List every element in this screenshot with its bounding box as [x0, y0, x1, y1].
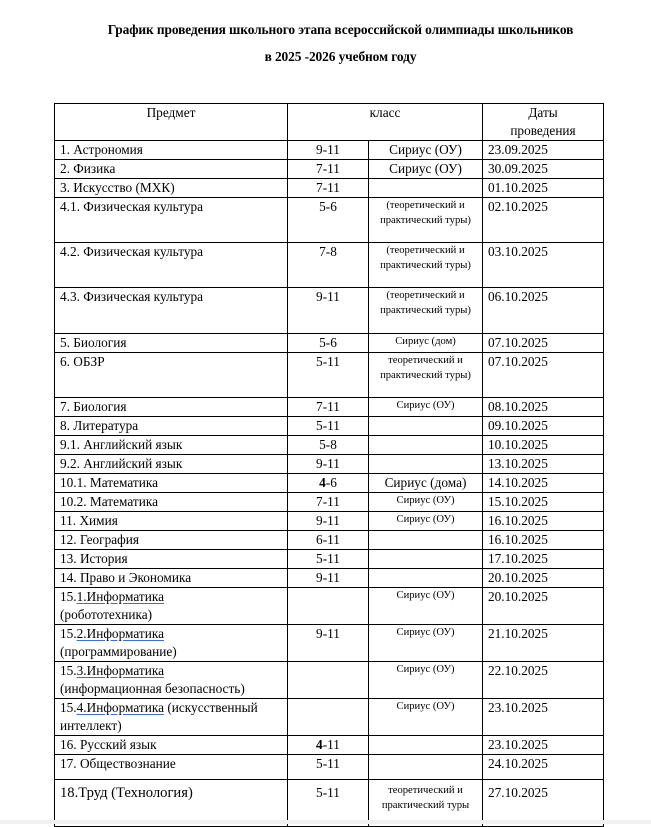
informatics-link[interactable]: 4.Информатика — [76, 700, 164, 715]
subject-cell: 4.3. Физическая культура — [55, 288, 288, 334]
date-cell: 23.10.2025 — [483, 699, 604, 736]
format-cell — [369, 455, 483, 474]
format-cell: Сириус (ОУ) — [369, 160, 483, 179]
subject-cell: 12. География — [55, 531, 288, 550]
date-cell: 08.10.2025 — [483, 398, 604, 417]
grade-cell — [288, 699, 369, 736]
format-cell: теоретический и практический туры) — [369, 353, 483, 398]
date-cell: 16.10.2025 — [483, 531, 604, 550]
table-row — [55, 531, 604, 550]
document-title: График проведения школьного этапа всероссийской олимпиады школьников — [107, 22, 574, 37]
table-row — [55, 436, 604, 455]
page-bottom-edge — [0, 820, 651, 824]
date-cell: 14.10.2025 — [483, 474, 604, 493]
date-cell: 09.10.2025 — [483, 417, 604, 436]
subject-cell: 11. Химия — [55, 512, 288, 531]
grade-cell: 5-8 — [288, 436, 369, 455]
subject-cell: 17. Обществознание — [55, 755, 288, 780]
format-cell: Сириус (ОУ) — [369, 493, 483, 512]
date-cell: 20.10.2025 — [483, 588, 604, 625]
format-cell: (теоретический и практический туры) — [369, 288, 483, 334]
subject-cell: 18.Труд (Технология) — [55, 780, 288, 827]
grade-cell: 9-11 — [288, 455, 369, 474]
informatics-link[interactable]: 2.Информатика — [76, 626, 164, 641]
subject-cell: 2. Физика — [55, 160, 288, 179]
format-cell — [369, 755, 483, 780]
table-row — [55, 755, 604, 780]
format-cell: Сириус (ОУ) — [369, 662, 483, 699]
subject-cell: 3. Искусство (МХК) — [55, 179, 288, 198]
header-grade: класс — [288, 104, 483, 141]
grade-cell: 7-8 — [288, 243, 369, 288]
subject-cell: 15.4.Информатика (искусственный интеллект) — [55, 699, 288, 736]
table-row — [55, 550, 604, 569]
table-row — [55, 588, 604, 625]
format-cell: Сириус (ОУ) — [369, 141, 483, 160]
date-cell: 27.10.2025 — [483, 780, 604, 827]
subject-cell: 15.2.Информатика (программирование) — [55, 625, 288, 662]
subject-cell: 10.1. Математика — [55, 474, 288, 493]
subject-cell: 8. Литература — [55, 417, 288, 436]
subject-cell: 4.1. Физическая культура — [55, 198, 288, 243]
grade-cell: 6-11 — [288, 531, 369, 550]
date-cell: 30.09.2025 — [483, 160, 604, 179]
subject-cell: 5. Биология — [55, 334, 288, 353]
grade-cell: 9-11 — [288, 512, 369, 531]
date-cell: 07.10.2025 — [483, 353, 604, 398]
date-cell: 02.10.2025 — [483, 198, 604, 243]
subject-cell: 6. ОБЗР — [55, 353, 288, 398]
grade-cell: 5-6 — [288, 198, 369, 243]
date-cell: 23.10.2025 — [483, 736, 604, 755]
document-subtitle: в 2025 -2026 учебном году — [264, 49, 417, 64]
subject-cell: 16. Русский язык — [55, 736, 288, 755]
subject-cell: 14. Право и Экономика — [55, 569, 288, 588]
date-cell: 21.10.2025 — [483, 625, 604, 662]
table-row — [55, 160, 604, 179]
format-cell: теоретический и практический туры — [369, 780, 483, 827]
date-cell: 07.10.2025 — [483, 334, 604, 353]
subject-cell: 4.2. Физическая культура — [55, 243, 288, 288]
format-cell: Сириус (дома) — [369, 474, 483, 493]
format-cell: (теоретический и практический туры) — [369, 243, 483, 288]
format-cell: Сириус (ОУ) — [369, 588, 483, 625]
date-cell: 03.10.2025 — [483, 243, 604, 288]
grade-cell — [288, 588, 369, 625]
grade-cell: 5-11 — [288, 417, 369, 436]
date-cell: 06.10.2025 — [483, 288, 604, 334]
table-row — [55, 455, 604, 474]
subject-cell: 9.1. Английский язык — [55, 436, 288, 455]
grade-cell: 5-11 — [288, 780, 369, 827]
table-row — [55, 569, 604, 588]
grade-cell: 5-11 — [288, 353, 369, 398]
grade-cell: 5-6 — [288, 334, 369, 353]
grade-cell: 7-11 — [288, 398, 369, 417]
grade-cell: 9-11 — [288, 569, 369, 588]
table-row — [55, 198, 604, 243]
format-cell: Сириус (ОУ) — [369, 512, 483, 531]
date-cell: 13.10.2025 — [483, 455, 604, 474]
format-cell: (теоретический и практический туры) — [369, 198, 483, 243]
olympiad-schedule-table — [54, 103, 604, 827]
date-cell: 17.10.2025 — [483, 550, 604, 569]
subject-cell: 13. История — [55, 550, 288, 569]
grade-cell: 4-11 — [288, 736, 369, 755]
subject-cell: 9.2. Английский язык — [55, 455, 288, 474]
format-cell: Сириус (ОУ) — [369, 398, 483, 417]
format-cell — [369, 417, 483, 436]
table-row — [55, 474, 604, 493]
table-row — [55, 512, 604, 531]
date-cell: 10.10.2025 — [483, 436, 604, 455]
subject-cell: 1. Астрономия — [55, 141, 288, 160]
grade-cell: 5-11 — [288, 755, 369, 780]
grade-cell: 4-6 — [288, 474, 369, 493]
format-cell — [369, 569, 483, 588]
table-row — [55, 662, 604, 699]
subject-cell: 15.1.Информатика (робототехника) — [55, 588, 288, 625]
grade-cell: 7-11 — [288, 160, 369, 179]
date-cell: 23.09.2025 — [483, 141, 604, 160]
format-cell — [369, 550, 483, 569]
informatics-link[interactable]: 3.Информатика — [76, 663, 164, 678]
date-cell: 24.10.2025 — [483, 755, 604, 780]
format-cell — [369, 531, 483, 550]
subject-cell: 15.3.Информатика (информационная безопасность) — [55, 662, 288, 699]
grade-cell: 9-11 — [288, 141, 369, 160]
table-row — [55, 699, 604, 736]
informatics-link[interactable]: 1.Информатика — [76, 589, 164, 604]
grade-cell: 7-11 — [288, 493, 369, 512]
date-cell: 01.10.2025 — [483, 179, 604, 198]
format-cell — [369, 436, 483, 455]
date-cell: 16.10.2025 — [483, 512, 604, 531]
table-row — [55, 288, 604, 334]
header-subject: Предмет — [55, 104, 288, 141]
grade-cell: 7-11 — [288, 179, 369, 198]
header-dates: Даты проведения — [483, 104, 604, 141]
grade-cell: 9-11 — [288, 625, 369, 662]
grade-cell — [288, 662, 369, 699]
table-header-row — [55, 104, 604, 141]
table-row — [55, 243, 604, 288]
subject-cell: 7. Биология — [55, 398, 288, 417]
table-row — [55, 398, 604, 417]
format-cell: Сириус (ОУ) — [369, 625, 483, 662]
date-cell: 15.10.2025 — [483, 493, 604, 512]
format-cell: Сириус (дом) — [369, 334, 483, 353]
table-row — [55, 493, 604, 512]
table-row — [55, 353, 604, 398]
table-row — [55, 179, 604, 198]
format-cell — [369, 736, 483, 755]
subject-cell: 10.2. Математика — [55, 493, 288, 512]
grade-cell: 9-11 — [288, 288, 369, 334]
format-cell — [369, 179, 483, 198]
table-row — [55, 141, 604, 160]
format-cell: Сириус (ОУ) — [369, 699, 483, 736]
grade-cell: 5-11 — [288, 550, 369, 569]
table-row — [55, 334, 604, 353]
table-row — [55, 625, 604, 662]
date-cell: 22.10.2025 — [483, 662, 604, 699]
date-cell: 20.10.2025 — [483, 569, 604, 588]
table-row — [55, 417, 604, 436]
table-row — [55, 736, 604, 755]
